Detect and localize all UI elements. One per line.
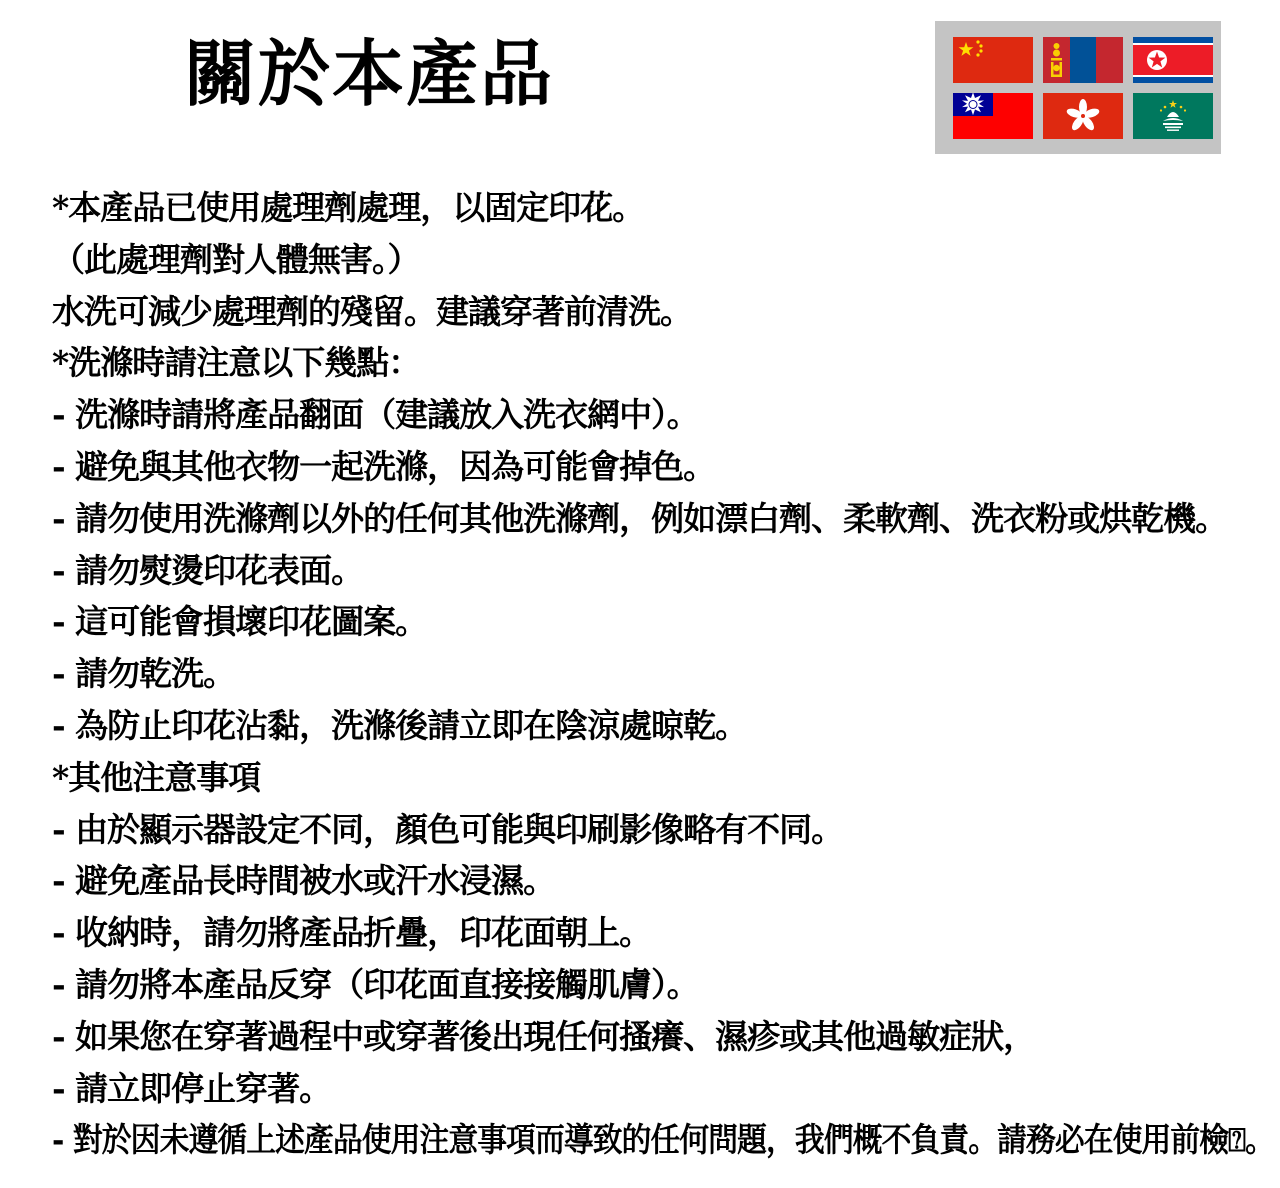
- instruction-line: *其他注意事項: [52, 757, 261, 797]
- care-instructions: [52, 182, 1272, 1166]
- instruction-line: - 這可能會損壞印花圖案。: [52, 602, 428, 642]
- instruction-line: - 如果您在穿著過程中或穿著後出現任何搔癢、濕疹或其他過敏症狀，: [52, 1016, 1036, 1056]
- instruction-line: - 避免與其他衣物一起洗滌，因為可能會掉色。: [52, 446, 716, 486]
- flag-macau-icon: [1133, 93, 1213, 139]
- instruction-line: 水洗可減少處理劑的殘留。建議穿著前清洗。: [52, 291, 692, 331]
- instruction-line: （此處理劑對人體無害。）: [52, 239, 420, 279]
- flag-hong-kong-icon: [1043, 93, 1123, 139]
- flag-china-icon: [953, 37, 1033, 83]
- instruction-line: - 由於顯示器設定不同，顏色可能與印刷影像略有不同。: [52, 809, 844, 849]
- instruction-line: - 請勿將本產品反穿（印花面直接接觸肌膚）。: [52, 964, 699, 1004]
- flag-taiwan-icon: [953, 93, 1033, 139]
- instruction-line: - 為防止印花沾黏，洗滌後請立即在陰涼處晾乾。: [52, 705, 748, 745]
- instruction-line: *本產品已使用處理劑處理，以固定印花。: [52, 188, 645, 227]
- instruction-line: - 對於因未遵循上述產品使用注意事項而導致的任何問題，我們概不負責。請務必在使用前檢⍰。: [52, 1120, 1274, 1160]
- instruction-line: - 請立即停止穿著。: [52, 1068, 332, 1108]
- instruction-line: - 收納時，請勿將產品折疊，印花面朝上。: [52, 913, 652, 953]
- instruction-line: - 請勿使用洗滌劑以外的任何其他洗滌劑，例如漂白劑、柔軟劑、洗衣粉或烘乾機。: [52, 498, 1228, 538]
- instruction-line: - 請勿乾洗。: [52, 654, 236, 694]
- flag-mongolia-icon: [1043, 37, 1123, 83]
- flag-panel: [935, 21, 1221, 154]
- instruction-line: - 避免產品長時間被水或汗水浸濕。: [52, 861, 556, 901]
- flag-north-korea-icon: [1133, 37, 1213, 83]
- instruction-line: *洗滌時請注意以下幾點：: [52, 343, 421, 383]
- instruction-line: - 洗滌時請將產品翻面（建議放入洗衣網中）。: [52, 395, 699, 435]
- instruction-line: - 請勿熨燙印花表面。: [52, 550, 364, 590]
- page-title: 關於本產品: [184, 31, 555, 116]
